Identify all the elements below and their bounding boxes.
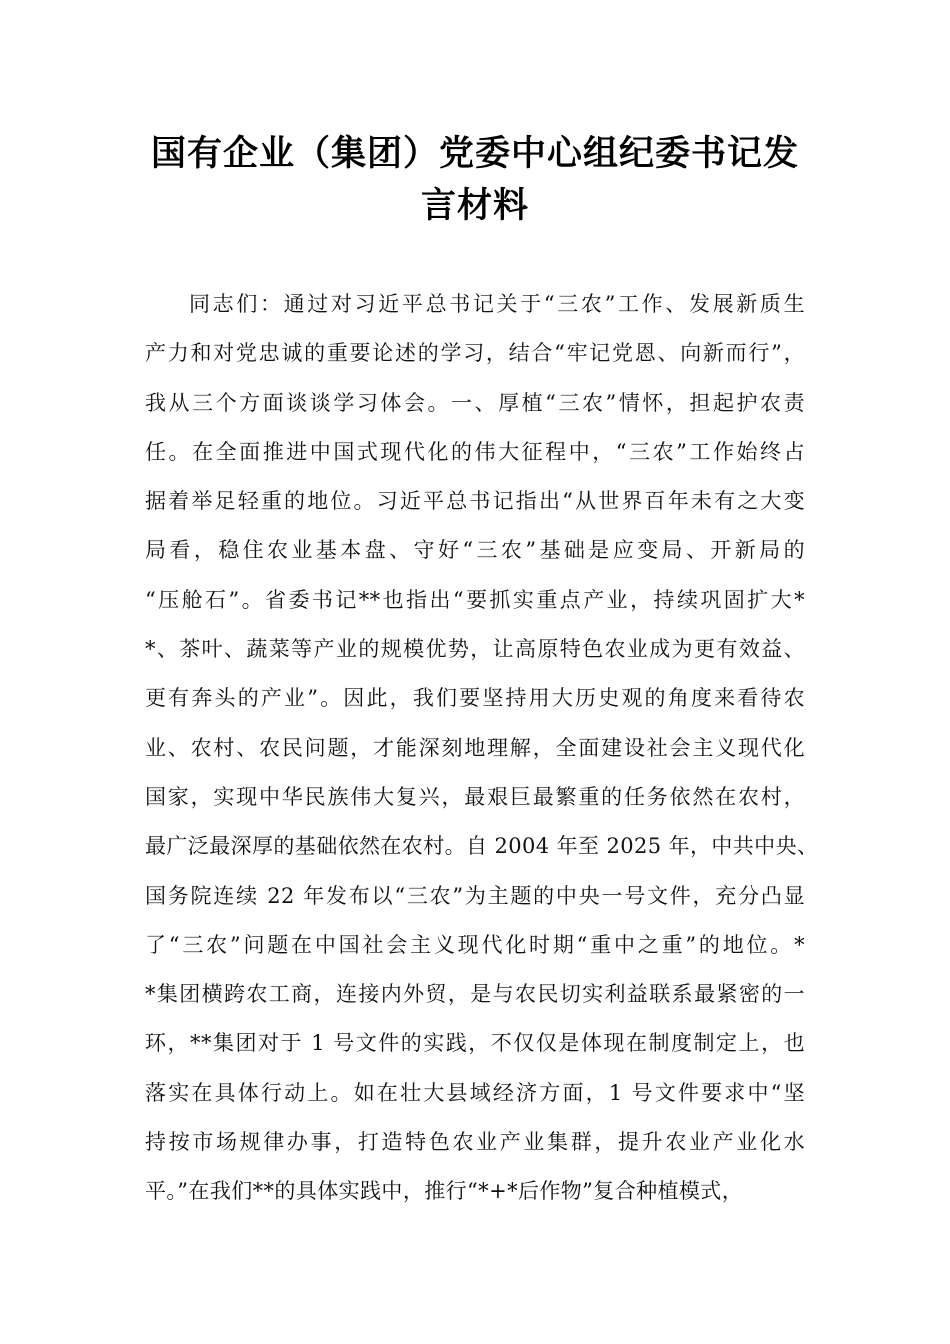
- title-line-1: 国有企业（集团）党委中心组纪委书记发: [150, 134, 799, 174]
- body-line: 持按市场规律办事，打造特色农业产业集群，提升农业产业化水: [145, 1130, 805, 1155]
- body-line: 局看，稳住农业基本盘、守好“三农”基础是应变局、开新局的: [145, 538, 805, 563]
- body-line: “压舱石”。省委书记**也指出“要抓实重点产业，持续巩固扩大*: [145, 587, 805, 612]
- body-line: 据着举足轻重的地位。习近平总书记指出“从世界百年未有之大变: [145, 489, 805, 514]
- body-line: 更有奔头的产业”。因此，我们要坚持用大历史观的角度来看待农: [145, 686, 805, 711]
- body-line: 产力和对党忠诚的重要论述的学习，结合“牢记党恩、向新而行”，: [145, 341, 805, 366]
- body-line: 国务院连续 22 年发布以“三农”为主题的中央一号文件，充分凸显: [145, 883, 805, 908]
- body-line: 环，**集团对于 1 号文件的实践，不仅仅是体现在制度制定上，也: [145, 1031, 805, 1056]
- body-line: 落实在具体行动上。如在壮大县域经济方面，1 号文件要求中“坚: [145, 1080, 805, 1105]
- body-line: 了“三农”问题在中国社会主义现代化时期“重中之重”的地位。*: [145, 932, 805, 957]
- body-line: 业、农村、农民问题，才能深刻地理解，全面建设社会主义现代化: [145, 735, 805, 760]
- body-line: 平。”在我们**的具体实践中，推行“*+*后作物”复合种植模式，: [145, 1179, 744, 1204]
- body-line: 任。在全面推进中国式现代化的伟大征程中，“三农”工作始终占: [145, 439, 805, 464]
- body-paragraph: [145, 280, 819, 1217]
- body-line: 国家，实现中华民族伟大复兴，最艰巨最繁重的任务依然在农村，: [145, 784, 805, 809]
- title-line-2: 言材料: [420, 186, 529, 226]
- body-line: *、茶叶、蔬菜等产业的规模优势，让高原特色农业成为更有效益、: [145, 637, 805, 662]
- body-line: 我从三个方面谈谈学习体会。一、厚植“三农”情怀，担起护农责: [145, 390, 805, 415]
- body-line: 最广泛最深厚的基础依然在农村。自 2004 年至 2025 年，中共中央、: [145, 834, 819, 859]
- document-title: [120, 128, 830, 232]
- body-line: *集团横跨农工商，连接内外贸，是与农民切实利益联系最紧密的一: [145, 982, 805, 1007]
- body-line: 同志们：通过对习近平总书记关于“三农”工作、发展新质生: [189, 292, 805, 316]
